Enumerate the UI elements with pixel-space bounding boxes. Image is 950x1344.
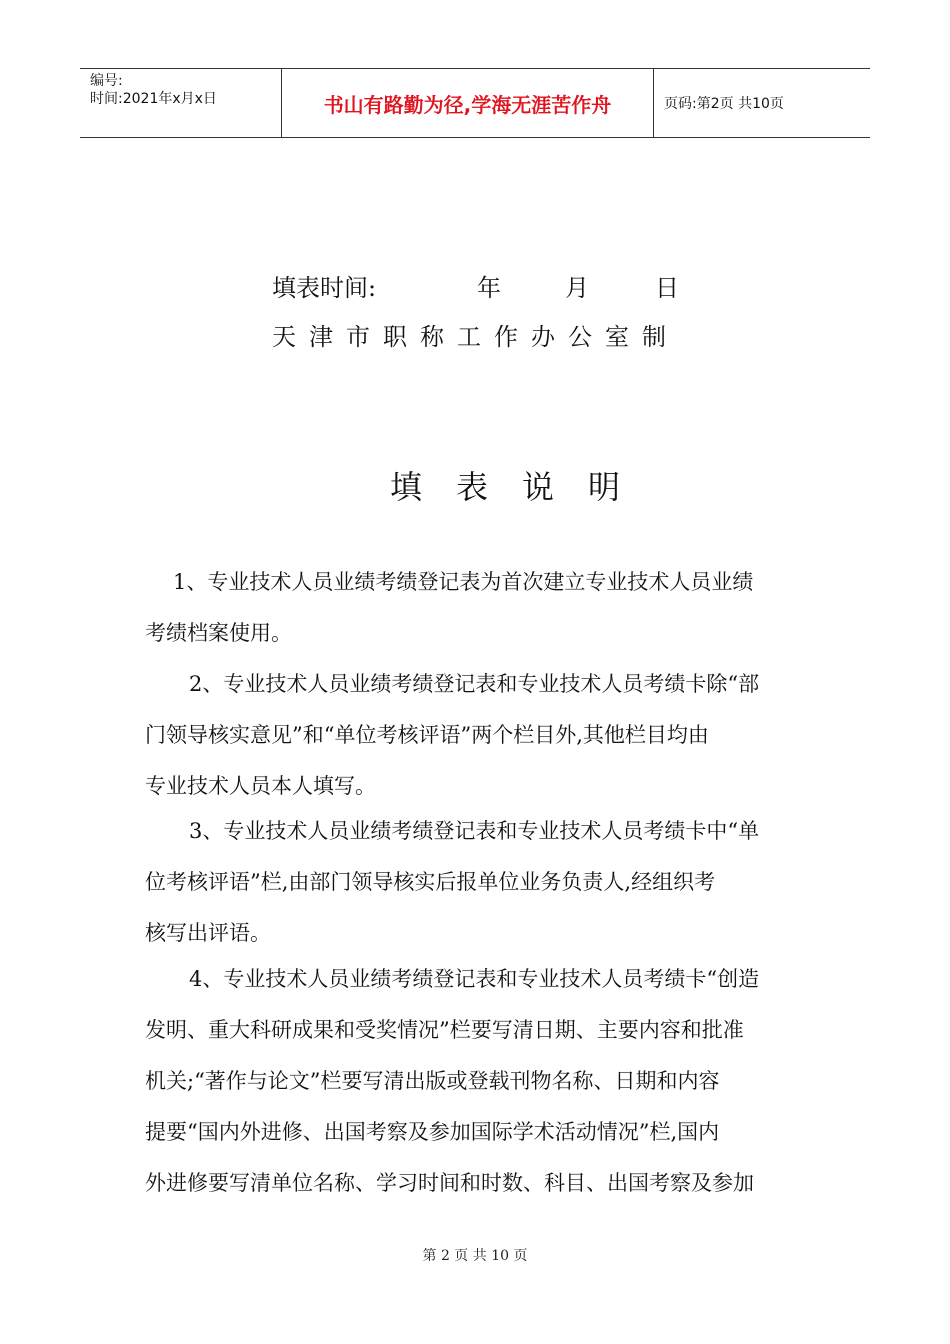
motto-text: 书山有路勤为径,学海无涯苦作舟 — [323, 92, 612, 117]
paragraph-line: 2、专业技术人员业绩考绩登记表和专业技术人员考绩卡除“部 — [189, 672, 760, 696]
paragraph-line: 专业技术人员本人填写。 — [145, 774, 376, 798]
paragraph-line: 提要“国内外进修、出国考察及参加国际学术活动情况”栏,国内 — [145, 1120, 720, 1144]
day-label: 日 — [655, 274, 679, 302]
fill-time-label: 填表时间: — [272, 274, 377, 302]
paragraph-4 — [145, 954, 810, 1209]
header-motto-cell — [282, 69, 654, 137]
page-footer: 第 2 页 共 10 页 — [422, 1248, 528, 1264]
paragraph-line: 考绩档案使用。 — [145, 621, 292, 645]
year-label: 年 — [477, 274, 501, 302]
page-title: 填表说明 — [390, 468, 655, 506]
paragraph-line: 核写出评语。 — [145, 921, 271, 945]
paragraph-line: 发明、重大科研成果和受奖情况”栏要写清日期、主要内容和批准 — [145, 1018, 744, 1042]
month-label: 月 — [565, 274, 589, 302]
paragraph-line: 4、专业技术人员业绩考绩登记表和专业技术人员考绩卡“创造 — [189, 967, 760, 991]
paragraph-line: 机关;“著作与论文”栏要写清出版或登载刊物名称、日期和内容 — [145, 1069, 720, 1093]
header-table — [80, 68, 870, 138]
time-label: 时间:2021年x月x日 — [90, 91, 217, 107]
paragraph-3 — [145, 806, 810, 959]
paragraph-line: 外进修要写清单位名称、学习时间和时数、科目、出国考察及参加 — [145, 1171, 754, 1195]
paragraph-line: 位考核评语”栏,由部门领导核实后报单位业务负责人,经组织考 — [145, 870, 716, 894]
issuer-line: 天津市职称工作办公室制 — [272, 323, 679, 351]
paragraph-line: 门领导核实意见”和“单位考核评语”两个栏目外,其他栏目均由 — [145, 723, 709, 747]
paragraph-2 — [145, 659, 810, 812]
header-left-cell — [80, 69, 282, 137]
page-info: 页码:第2页 共10页 — [664, 96, 784, 112]
paragraph-1 — [145, 557, 810, 659]
number-label: 编号: — [90, 73, 123, 89]
paragraph-line: 3、专业技术人员业绩考绩登记表和专业技术人员考绩卡中“单 — [189, 819, 760, 843]
paragraph-line: 1、专业技术人员业绩考绩登记表为首次建立专业技术人员业绩 — [173, 570, 754, 594]
